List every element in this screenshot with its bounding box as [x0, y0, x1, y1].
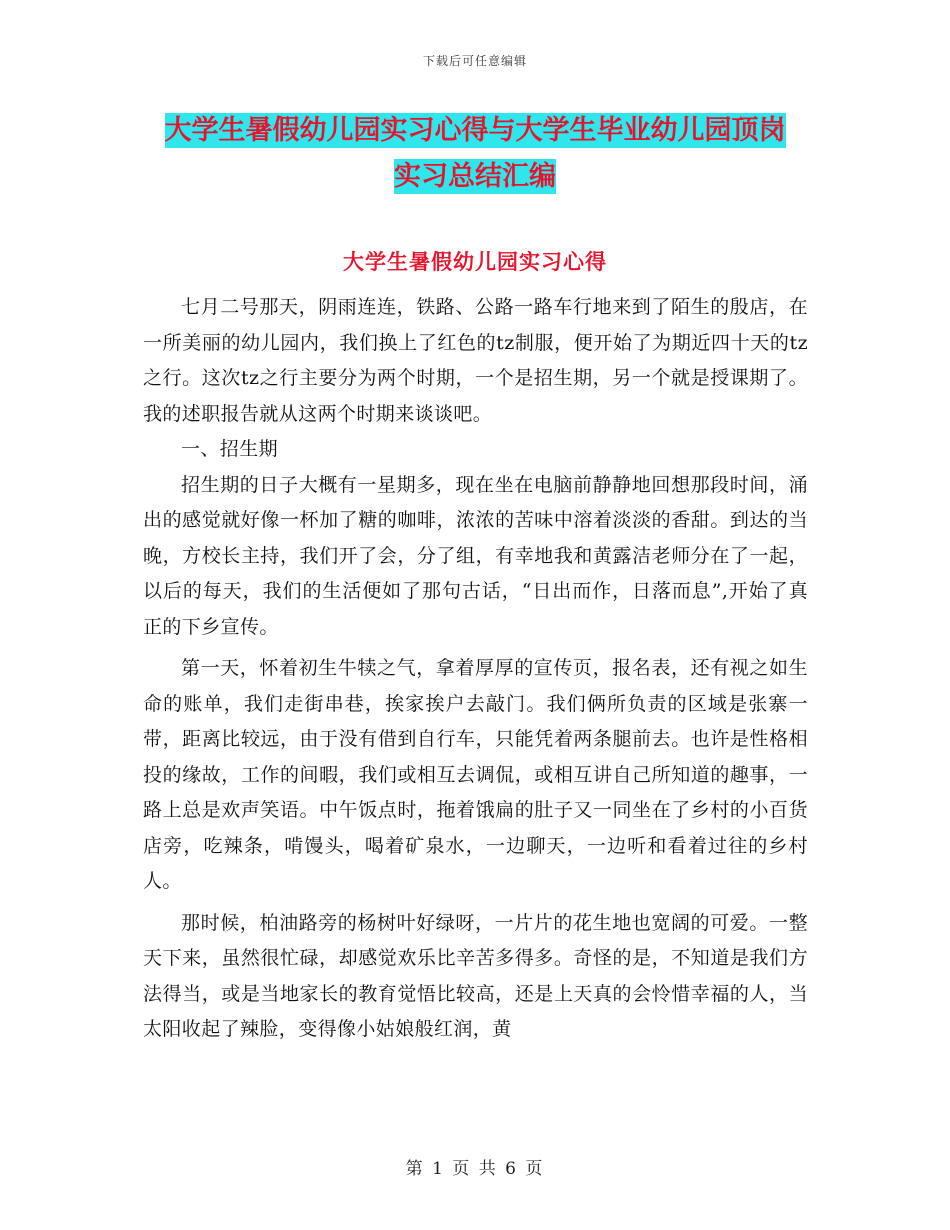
- paragraph-intro: 七月二号那天，阴雨连连，铁路、公路一路车行地来到了陌生的殷店，在一所美丽的幼儿园内，我们换上了红色的tz制服，便开始了为期近四十天的tz之行。这次tz之行主要分为两个时期，一个是招生期，另一个就是授课期了。我的述职报告就从这两个时期来谈谈吧。: [143, 296, 808, 425]
- document-title: [140, 108, 810, 200]
- body-text: [143, 290, 808, 1048]
- section-heading: 大学生暑假幼儿园实习心得: [343, 250, 607, 274]
- document-title-line-2: 实习总结汇编: [394, 161, 556, 192]
- paragraph-that-time: 那时候，柏油路旁的杨树叶好绿呀，一片片的花生地也宽阔的可爱。一整天下来，虽然很忙碌，却感觉欢乐比辛苦多得多。奇怪的是，不知道是我们方法得当，或是当地家长的教育觉悟比较高，还是上天真的会怜惜幸福的人，当太阳收起了辣脸，变得像小姑娘般红润，黄: [143, 911, 808, 1040]
- paragraph-enrollment: 招生期的日子大概有一星期多，现在坐在电脑前静静地回想那段时间，涌出的感觉就好像一杯加了糖的咖啡，浓浓的苦味中溶着淡淡的香甜。到达的当晚，方校长主持，我们开了会，分了组，有幸地我和黄露洁老师分在了一起，以后的每天，我们的生活便如了那句古话，“日出而作，日落而息”,开始了真正的下乡宣传。: [143, 473, 808, 638]
- subheading-enrollment-period: 一、招生期: [181, 438, 279, 460]
- paragraph-first-day: 第一天，怀着初生牛犊之气，拿着厚厚的宣传页，报名表，还有视之如生命的账单，我们走街串巷，挨家挨户去敲门。我们俩所负责的区域是张寨一带，距离比较远，由于没有借到自行车，只能凭着两条腿前去。也许是性格相投的缘故，工作的间暇，我们或相互去调侃，或相互讲自己所知道的趣事，一路上总是欢声笑语。中午饭点时，拖着饿扁的肚子又一同坐在了乡村的小百货店旁，吃辣条，啃馒头，喝着矿泉水，一边聊天，一边听和看着过往的乡村人。: [143, 657, 808, 892]
- page-footer: 第 1 页 共 6 页: [405, 1159, 545, 1179]
- page-header: 下载后可任意编辑: [422, 54, 527, 68]
- document-title-line-1: 大学生暑假幼儿园实习心得与大学生毕业幼儿园顶岗: [164, 115, 786, 146]
